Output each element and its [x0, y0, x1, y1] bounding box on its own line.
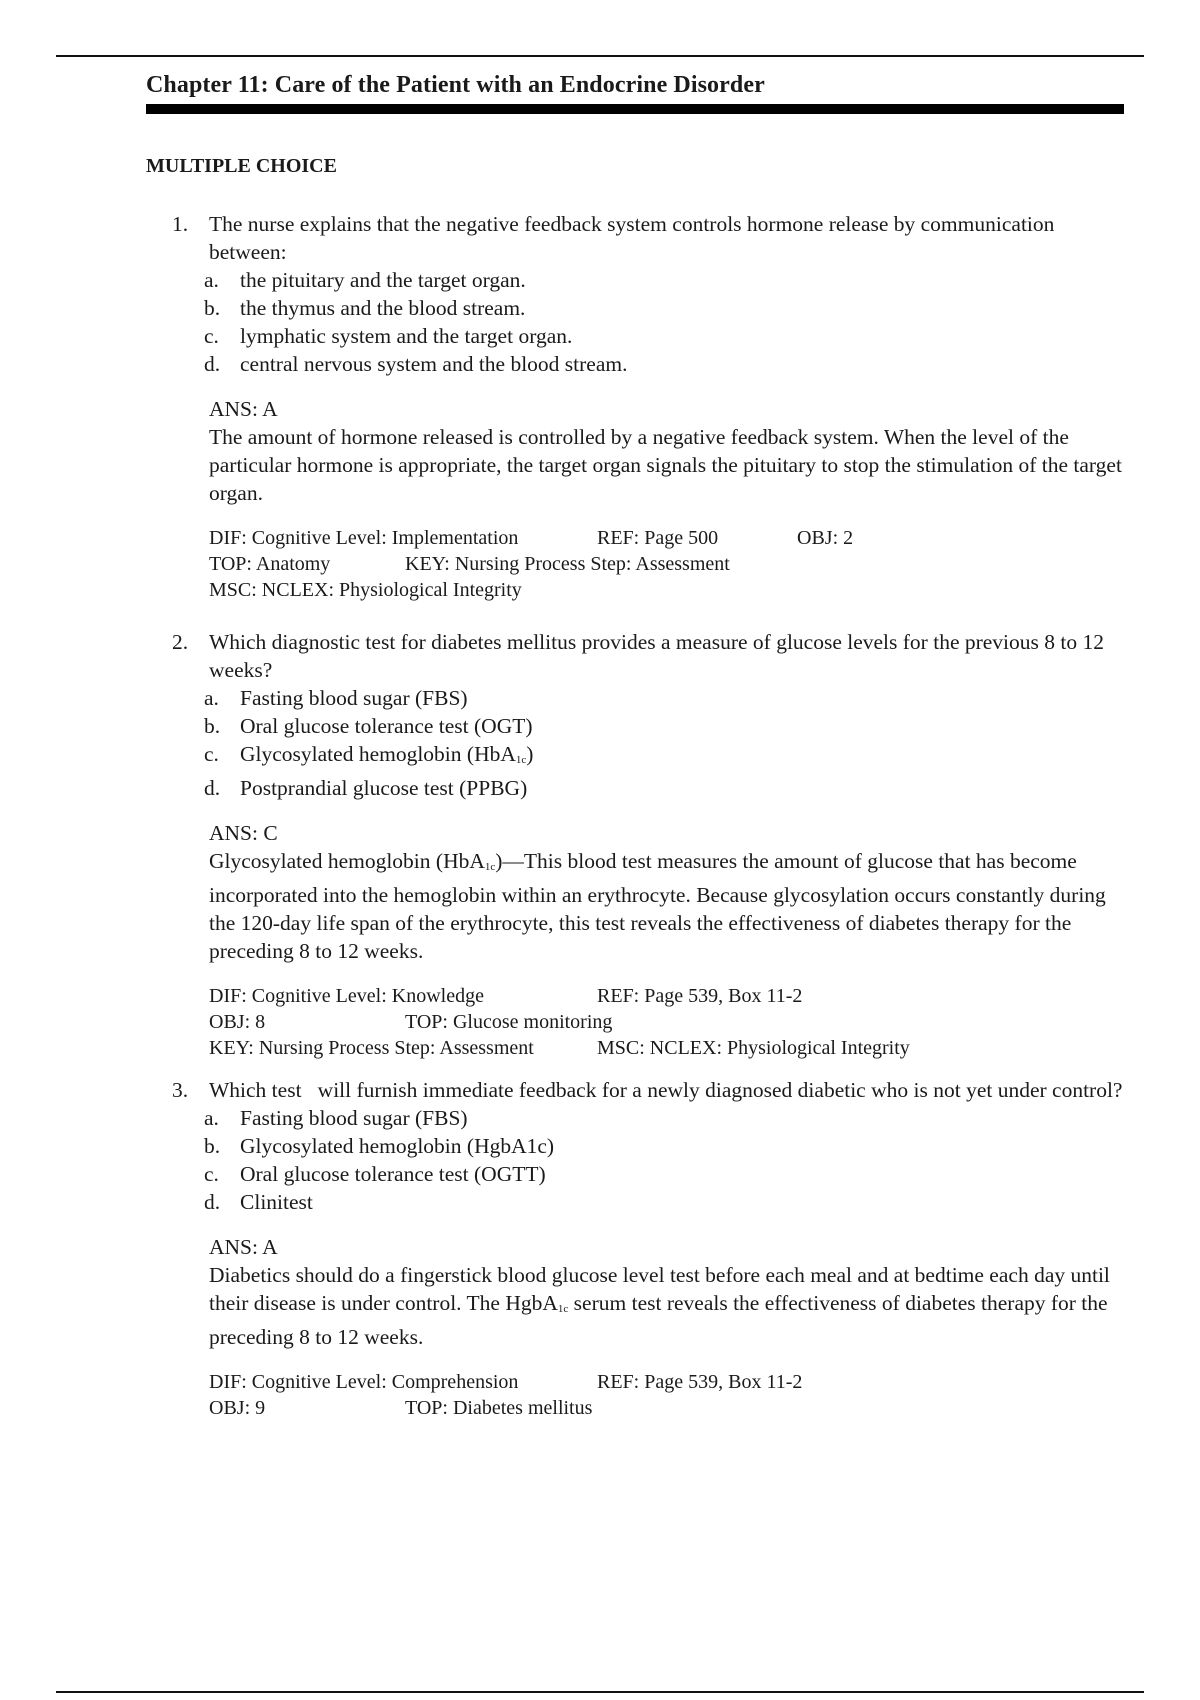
choice-letter: d. [204, 1190, 221, 1214]
question-stem [172, 628, 1132, 684]
question-text: Which test will furnish immediate feedback for a newly diagnosed diabetic who is not yet under control? [209, 1078, 1123, 1102]
answer-block [209, 395, 1132, 507]
choice-letter: a. [204, 1106, 219, 1130]
choice-letter: c. [204, 324, 219, 348]
choice-b [172, 712, 1132, 740]
choice-text: the thymus and the blood stream. [240, 296, 526, 320]
choice-list [172, 1104, 1132, 1216]
bottom-rule [56, 1691, 1144, 1693]
choice-letter: c. [204, 1162, 219, 1186]
metadata [209, 525, 1132, 603]
choice-d [172, 350, 1132, 378]
metadata [209, 1369, 1132, 1421]
choice-letter: d. [204, 352, 221, 376]
choice-text: the pituitary and the target organ. [240, 268, 526, 292]
meta-dif: DIF: Cognitive Level: Comprehension [209, 1371, 519, 1393]
choice-letter: a. [204, 686, 219, 710]
chapter-title: Chapter 11: Care of the Patient with an Endocrine Disorder [146, 72, 765, 98]
meta-top: TOP: Anatomy [209, 553, 331, 575]
meta-key: KEY: Nursing Process Step: Assessment [209, 1037, 534, 1059]
choice-text: Glycosylated hemoglobin (HgbA1c) [240, 1134, 555, 1158]
choice-text: central nervous system and the blood stream. [240, 352, 628, 376]
choice-d [172, 774, 1132, 802]
question-2 [172, 628, 1132, 1061]
choice-letter: b. [204, 714, 221, 738]
choice-text: Oral glucose tolerance test (OGTT) [240, 1162, 546, 1186]
answer-key: ANS: A [209, 397, 278, 421]
meta-dif: DIF: Cognitive Level: Knowledge [209, 985, 484, 1007]
choice-letter: d. [204, 776, 221, 800]
meta-top: TOP: Diabetes mellitus [405, 1397, 593, 1419]
meta-msc: MSC: NCLEX: Physiological Integrity [209, 579, 522, 601]
question-number: 1. [172, 212, 189, 236]
choice-letter: a. [204, 268, 219, 292]
choice-list [172, 684, 1132, 802]
meta-top: TOP: Glucose monitoring [405, 1011, 613, 1033]
meta-ref: REF: Page 500 [597, 527, 719, 549]
choice-c [172, 322, 1132, 350]
metadata [209, 983, 1132, 1061]
question-1 [172, 210, 1132, 603]
meta-obj: OBJ: 9 [209, 1397, 266, 1419]
choice-letter: c. [204, 742, 219, 766]
section-heading: MULTIPLE CHOICE [146, 155, 337, 177]
meta-dif: DIF: Cognitive Level: Implementation [209, 527, 519, 549]
question-3 [172, 1076, 1132, 1421]
answer-block [209, 819, 1132, 965]
choice-text: Glycosylated hemoglobin (HbA$_{1c}$) [240, 742, 534, 766]
choice-text: Fasting blood sugar (FBS) [240, 686, 468, 710]
choice-text: lymphatic system and the target organ. [240, 324, 573, 348]
choice-d [172, 1188, 1132, 1216]
choice-c [172, 740, 1132, 774]
question-text: Which diagnostic test for diabetes mellitus provides a measure of glucose levels for the previous 8 to 12 weeks? [209, 630, 1105, 682]
choice-text: Oral glucose tolerance test (OGT) [240, 714, 533, 738]
rationale: Glycosylated hemoglobin (HbA$_{1c}$)—This blood test measures the amount of glucose that has become incorporated into the hemoglobin within an erythrocyte. Because glycosylation occurs constantly during the 120-day life span of the erythrocyte, this test reveals the effectiveness of diabetes therapy for the preceding 8 to 12 weeks. [209, 849, 1106, 963]
choice-a [172, 684, 1132, 712]
meta-obj: OBJ: 8 [209, 1011, 266, 1033]
meta-key: KEY: Nursing Process Step: Assessment [405, 553, 730, 575]
question-stem [172, 210, 1132, 266]
choice-letter: b. [204, 296, 221, 320]
answer-key: ANS: A [209, 1235, 278, 1259]
question-text: The nurse explains that the negative feedback system controls hormone release by communication between: [209, 212, 1055, 264]
question-stem [172, 1076, 1132, 1104]
answer-block [209, 1233, 1132, 1351]
choice-list [172, 266, 1132, 378]
choice-c [172, 1160, 1132, 1188]
meta-msc: MSC: NCLEX: Physiological Integrity [597, 1037, 910, 1059]
rationale: Diabetics should do a fingerstick blood glucose level test before each meal and at bedtime each day until their disease is under control. The HgbA$_{1c}$ serum test reveals the effectiveness of diabetes therapy for the preceding 8 to 12 weeks. [209, 1263, 1110, 1349]
choice-b [172, 294, 1132, 322]
meta-obj: OBJ: 2 [797, 527, 854, 549]
meta-ref: REF: Page 539, Box 11-2 [597, 1371, 803, 1393]
answer-key: ANS: C [209, 821, 278, 845]
choice-a [172, 266, 1132, 294]
choice-text: Postprandial glucose test (PPBG) [240, 776, 528, 800]
choice-a [172, 1104, 1132, 1132]
choice-b [172, 1132, 1132, 1160]
title-bar [146, 104, 1124, 114]
choice-text: Clinitest [240, 1190, 313, 1214]
meta-ref: REF: Page 539, Box 11-2 [597, 985, 803, 1007]
question-number: 2. [172, 630, 189, 654]
question-number: 3. [172, 1078, 189, 1102]
choice-letter: b. [204, 1134, 221, 1158]
top-rule [56, 55, 1144, 57]
choice-text: Fasting blood sugar (FBS) [240, 1106, 468, 1130]
rationale: The amount of hormone released is controlled by a negative feedback system. When the level of the particular hormone is appropriate, the target organ signals the pituitary to stop the stimulation of the target organ. [209, 425, 1122, 505]
